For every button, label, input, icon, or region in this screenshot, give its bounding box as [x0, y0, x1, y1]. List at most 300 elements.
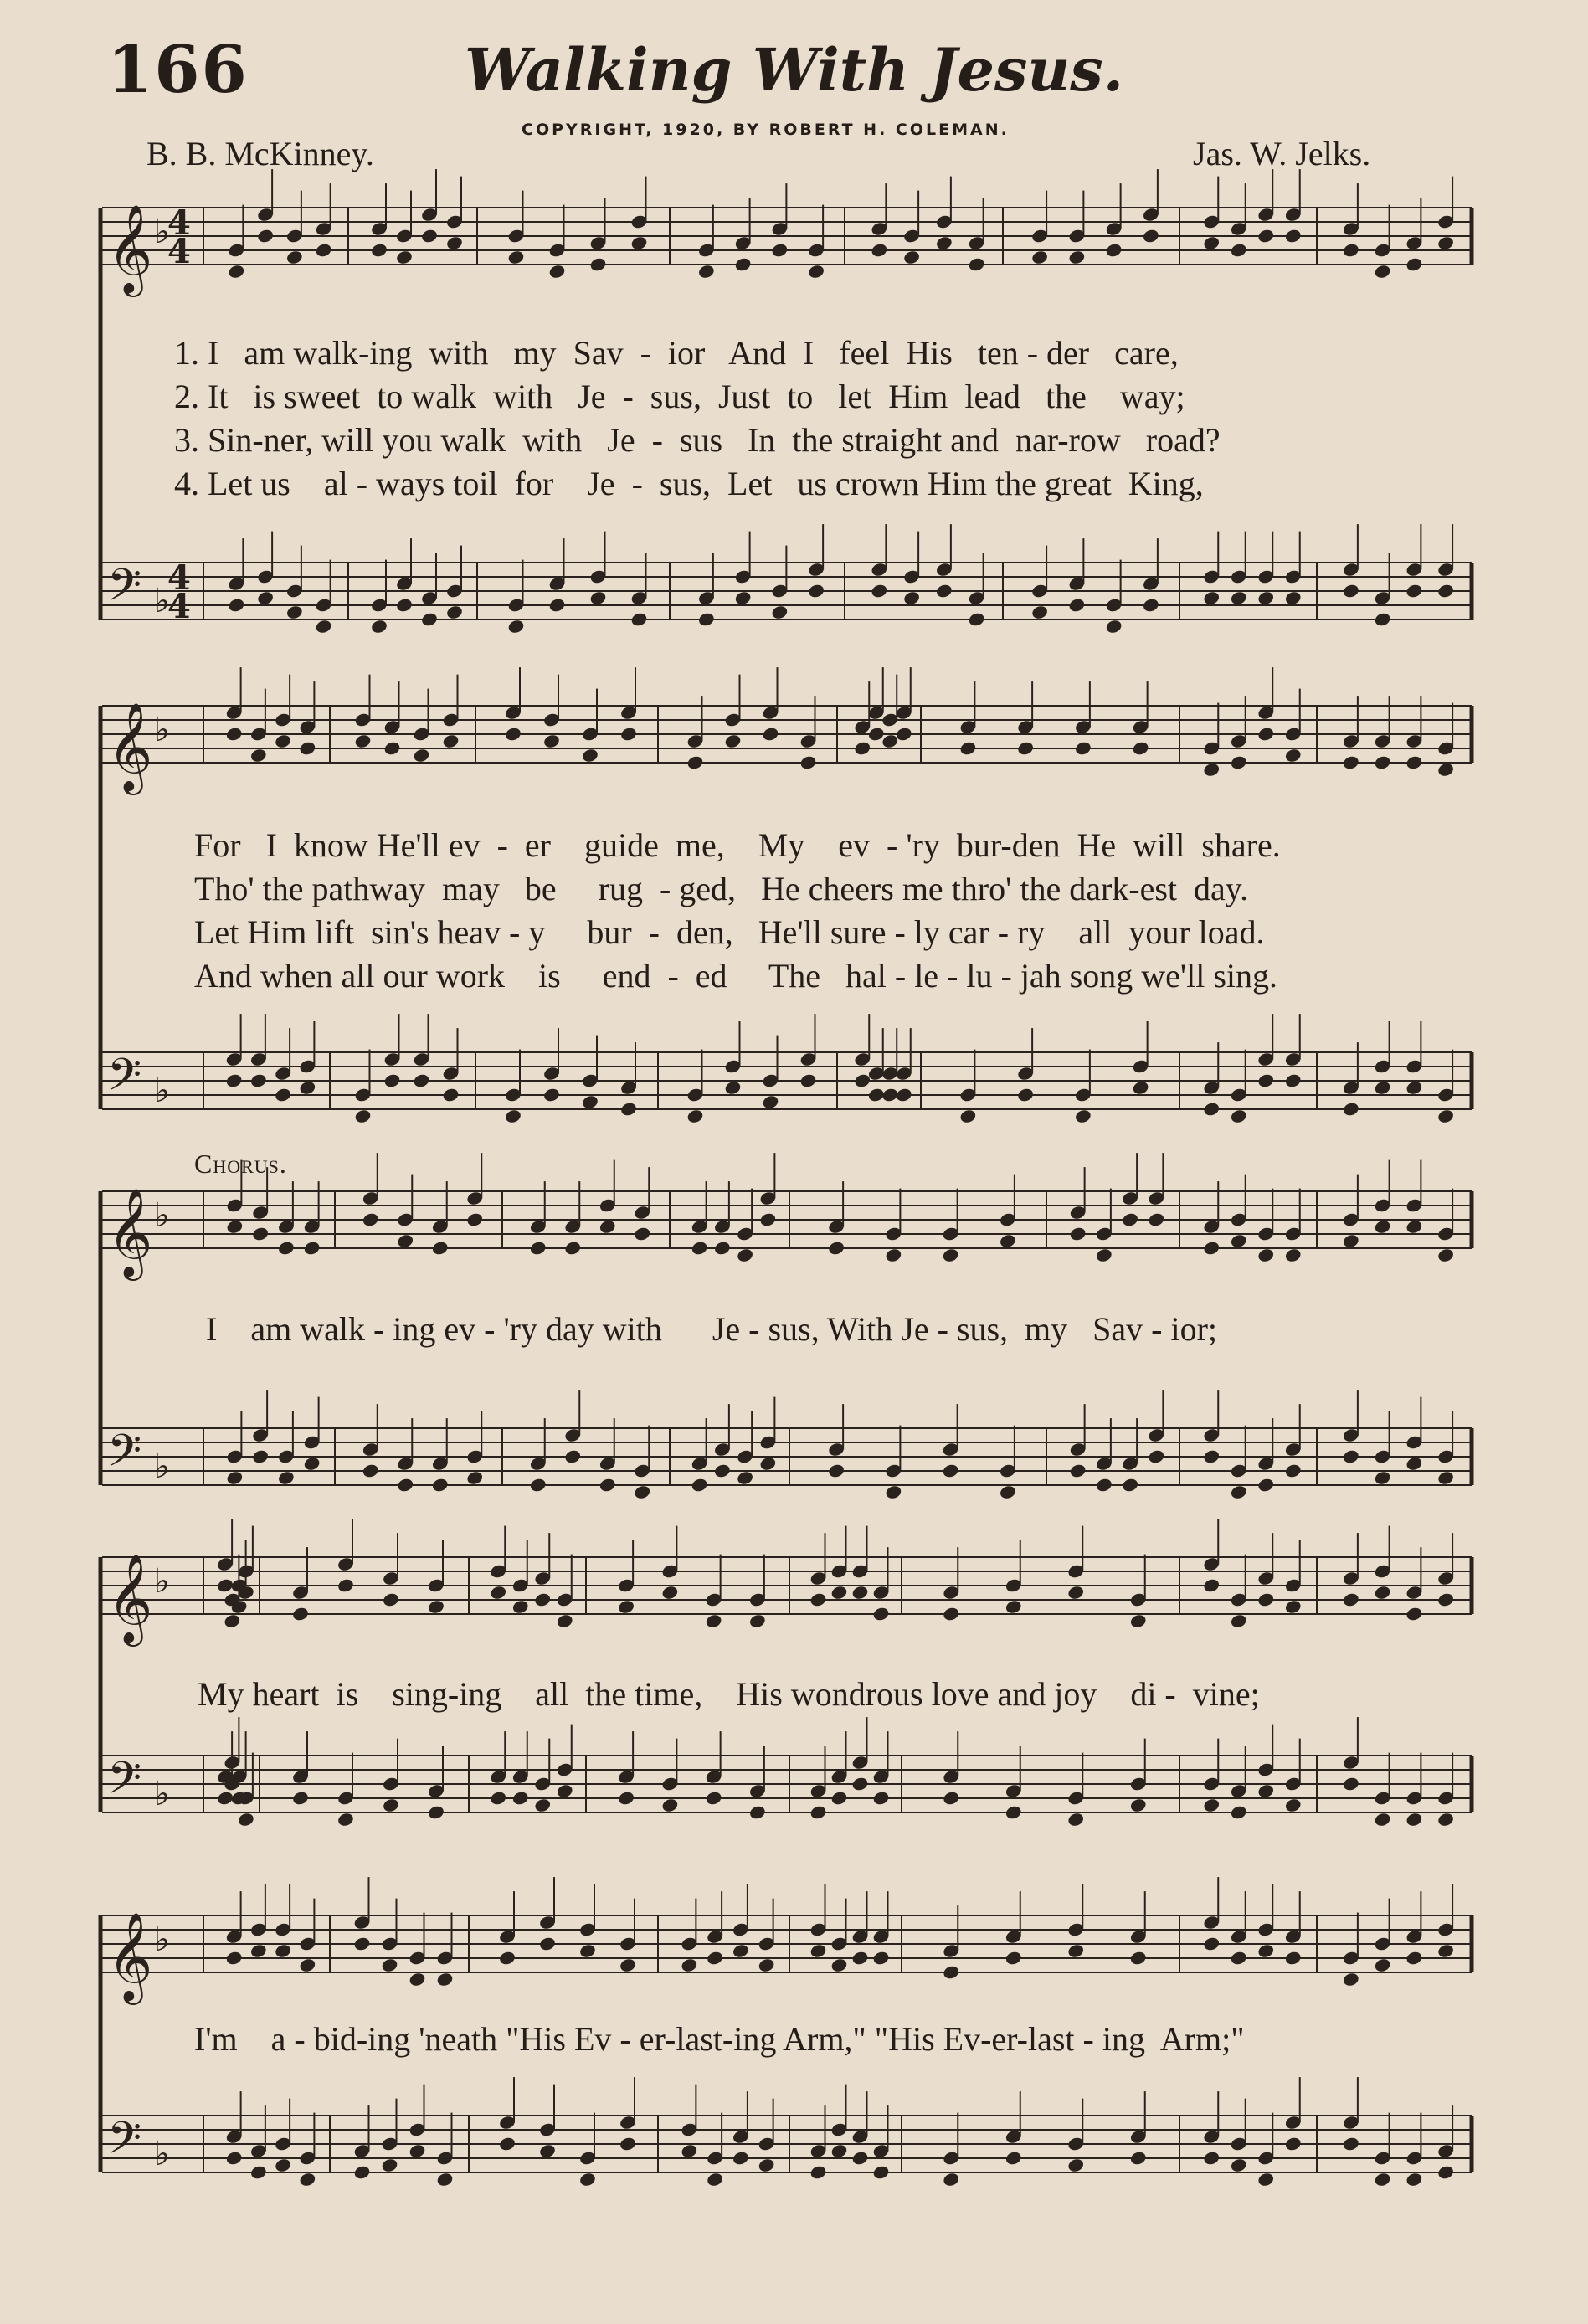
note-head: [225, 726, 244, 742]
note-head: [697, 264, 716, 280]
note-head: [556, 1613, 574, 1629]
chorus-line-3: I'm a - bid-ing 'neath "His Ev - er-last-ing Arm," "His Ev-er-last - ing Arm;": [194, 2020, 1245, 2058]
note-head: [630, 235, 649, 251]
note-head: [489, 1790, 507, 1806]
note-head: [1066, 1943, 1085, 1959]
note-head: [748, 1804, 767, 1820]
note-head: [362, 1463, 380, 1478]
verse-3-line-1: 3. Sin-ner, will you walk with Je - sus In the straight and nar-row road?: [174, 421, 1221, 459]
note-head: [1374, 2172, 1392, 2188]
note-head: [442, 1087, 460, 1103]
bass-clef-icon: 𝄢: [107, 1426, 142, 1488]
note-head: [1436, 2164, 1455, 2180]
note-head: [1030, 604, 1049, 620]
note-head: [226, 1470, 244, 1486]
note-head: [1142, 597, 1160, 613]
note-head: [542, 1087, 561, 1103]
note-head: [249, 2164, 268, 2180]
note-head: [1406, 1606, 1424, 1622]
note-head: [771, 604, 789, 620]
note-head: [303, 1456, 321, 1472]
verse-3-line-2: Let Him lift sin's heav - y bur - den, He'll sure - ly car - ry all your load.: [194, 913, 1265, 951]
copyright-notice: COPYRIGHT, 1920, BY ROBERT H. COLEMAN.: [522, 121, 1010, 139]
note-head: [1016, 1087, 1035, 1103]
note-head: [1230, 1950, 1248, 1966]
verse-2-line-1: 2. It is sweet to walk with Je - sus, Just to let Him lead the way;: [174, 378, 1185, 415]
note-head: [871, 242, 889, 258]
note-head: [285, 249, 304, 265]
note-head: [706, 1950, 724, 1966]
note-head: [1230, 590, 1248, 606]
note-head: [1406, 2172, 1424, 2188]
note-head: [420, 228, 439, 244]
note-head: [1284, 1599, 1303, 1615]
note-head: [661, 1797, 680, 1813]
composer-credit: Jas. W. Jelks.: [1193, 135, 1371, 172]
note-head: [1105, 619, 1123, 635]
time-signature-top: 4: [167, 203, 191, 243]
note-head: [713, 1463, 732, 1478]
note-head: [1230, 1804, 1248, 1820]
note-head: [942, 1606, 960, 1622]
note-head: [1257, 1591, 1275, 1607]
treble-clef-icon: 𝄞: [107, 702, 153, 791]
note-head: [1129, 2150, 1148, 2166]
note-head: [383, 1072, 402, 1088]
flat-icon: ♭: [154, 1775, 170, 1813]
note-head: [1257, 2172, 1275, 2188]
note-head: [1202, 1240, 1221, 1256]
note-head: [724, 733, 743, 749]
note-head: [619, 726, 638, 742]
note-head: [807, 264, 825, 280]
note-head: [1436, 1943, 1455, 1959]
note-head: [427, 1599, 445, 1615]
note-head: [1230, 754, 1248, 770]
note-head: [498, 2136, 516, 2152]
note-head: [661, 1585, 680, 1601]
chorus-line-2: My heart is sing-ing all the time, His wondrous love and joy di - vine;: [198, 1675, 1260, 1713]
note-head: [771, 242, 789, 258]
note-head: [353, 1936, 372, 1951]
note-head: [395, 249, 414, 265]
note-head: [382, 1591, 400, 1607]
note-head: [548, 597, 567, 613]
note-head: [809, 1591, 828, 1607]
note-head: [1284, 1950, 1303, 1966]
note-head: [942, 1790, 960, 1806]
bass-clef-icon: 𝄢: [107, 1753, 142, 1815]
note-head: [1406, 754, 1424, 770]
note-head: [1374, 754, 1392, 770]
note-head: [1436, 1247, 1455, 1263]
note-head: [1436, 1812, 1455, 1828]
note-head: [827, 1240, 845, 1256]
verse-1-line-1: 1. I am walk-ing with my Sav - ior And I feel His ten - der care,: [174, 334, 1179, 372]
note-head: [251, 1226, 270, 1242]
note-head: [809, 2164, 828, 2180]
lyricist-credit: B. B. McKinney.: [146, 135, 374, 172]
note-head: [959, 740, 978, 756]
note-head: [867, 726, 886, 742]
note-head: [445, 604, 464, 620]
note-head: [853, 740, 871, 756]
note-head: [1121, 1477, 1139, 1493]
note-head: [799, 754, 818, 770]
note-head: [303, 1240, 321, 1256]
note-head: [395, 597, 414, 613]
note-head: [299, 2172, 317, 2188]
flat-icon: ♭: [154, 2135, 170, 2173]
note-head: [867, 1087, 886, 1103]
note-head: [533, 1591, 552, 1607]
note-head: [578, 1943, 597, 1959]
note-head: [1284, 2136, 1303, 2152]
note-head: [1436, 1470, 1455, 1486]
note-head: [1202, 590, 1221, 606]
note-head: [1342, 583, 1360, 599]
note-head: [1374, 1080, 1392, 1096]
note-head: [1202, 1448, 1221, 1464]
note-head: [902, 249, 921, 265]
note-head: [396, 1477, 414, 1493]
note-head: [1406, 1080, 1424, 1096]
note-head: [542, 733, 561, 749]
note-head: [1129, 1950, 1148, 1966]
note-head: [285, 604, 304, 620]
note-head: [578, 2172, 597, 2188]
note-head: [420, 611, 439, 627]
note-head: [1406, 583, 1424, 599]
note-head: [1257, 590, 1275, 606]
chorus-label: Chorus.: [194, 1149, 287, 1179]
note-head: [885, 1247, 903, 1263]
note-head: [504, 726, 522, 742]
flat-icon: ♭: [154, 213, 170, 251]
note-head: [581, 1094, 599, 1110]
note-head: [431, 1477, 450, 1493]
note-head: [511, 1599, 530, 1615]
note-head: [1066, 2157, 1085, 2173]
note-head: [1095, 1477, 1113, 1493]
note-head: [427, 1804, 445, 1820]
note-head: [225, 1072, 244, 1088]
note-head: [1374, 1957, 1392, 1973]
note-head: [881, 1087, 899, 1103]
note-head: [1230, 1233, 1248, 1249]
note-head: [431, 1240, 450, 1256]
note-head: [354, 1108, 373, 1124]
note-head: [1406, 1812, 1424, 1828]
note-head: [1257, 1943, 1275, 1959]
note-head: [507, 249, 526, 265]
note-head: [799, 1072, 818, 1088]
note-head: [581, 748, 599, 764]
note-head: [713, 1240, 732, 1256]
note-head: [881, 733, 899, 749]
note-head: [736, 1470, 754, 1486]
note-head: [599, 1477, 617, 1493]
note-head: [1202, 235, 1221, 251]
note-head: [872, 1790, 891, 1806]
note-head: [315, 242, 333, 258]
note-head: [705, 1790, 723, 1806]
note-head: [619, 2136, 637, 2152]
note-head: [274, 733, 292, 749]
note-head: [291, 1790, 310, 1806]
flat-icon: ♭: [154, 1196, 170, 1235]
note-head: [1066, 1812, 1085, 1828]
note-head: [619, 1957, 637, 1973]
note-head: [851, 1585, 870, 1601]
note-head: [686, 754, 705, 770]
note-head: [1374, 264, 1392, 280]
note-head: [249, 1943, 268, 1959]
note-head: [489, 1585, 507, 1601]
note-head: [1016, 740, 1035, 756]
note-head: [758, 1957, 776, 1973]
note-head: [1257, 1783, 1275, 1799]
note-head: [228, 264, 246, 280]
note-head: [706, 2172, 724, 2188]
note-head: [381, 2157, 399, 2173]
note-head: [1284, 590, 1303, 606]
note-head: [1105, 242, 1123, 258]
note-head: [734, 256, 753, 272]
flat-icon: ♭: [154, 1447, 170, 1486]
note-head: [1074, 1108, 1092, 1124]
note-head: [382, 1797, 400, 1813]
note-head: [999, 1233, 1017, 1249]
note-head: [732, 1943, 750, 1959]
note-head: [381, 1957, 399, 1973]
note-head: [1342, 1972, 1360, 1987]
note-head: [1069, 1463, 1087, 1478]
verse-4-line-2: And when all our work is end - ed The hal - le - lu - jah song we'll sing.: [194, 957, 1278, 995]
note-head: [1374, 1585, 1392, 1601]
note-head: [633, 1226, 651, 1242]
note-head: [396, 1233, 414, 1249]
note-head: [748, 1613, 767, 1629]
note-head: [942, 1247, 960, 1263]
note-head: [1374, 1470, 1392, 1486]
note-head: [1230, 1108, 1248, 1124]
bass-clef-icon: 𝄢: [107, 1050, 142, 1112]
note-head: [762, 726, 780, 742]
note-head: [705, 1613, 723, 1629]
note-head: [225, 1950, 244, 1966]
note-head: [337, 1577, 355, 1593]
note-head: [734, 590, 753, 606]
note-head: [807, 583, 825, 599]
note-head: [732, 2150, 750, 2166]
note-head: [681, 2143, 699, 2159]
note-head: [895, 1087, 913, 1103]
note-head: [445, 235, 464, 251]
note-head: [619, 1101, 638, 1117]
hymn-number: 166: [107, 32, 249, 108]
note-head: [315, 619, 333, 635]
bass-clef-icon: 𝄢: [107, 560, 142, 622]
note-head: [1257, 228, 1275, 244]
note-head: [1342, 2136, 1360, 2152]
note-head: [942, 2172, 960, 2188]
note-head: [617, 1599, 635, 1615]
note-head: [968, 611, 986, 627]
note-head: [1374, 1219, 1392, 1235]
note-head: [872, 1950, 891, 1966]
note-head: [370, 242, 388, 258]
note-head: [256, 228, 275, 244]
bass-clef-icon: 𝄢: [107, 2113, 142, 2175]
note-head: [1132, 740, 1150, 756]
note-head: [1202, 1797, 1221, 1813]
note-head: [529, 1240, 547, 1256]
note-head: [1342, 1448, 1360, 1464]
note-head: [1230, 242, 1248, 258]
note-head: [1202, 762, 1221, 778]
note-head: [617, 1790, 635, 1806]
note-head: [216, 1577, 234, 1593]
note-head: [697, 611, 716, 627]
note-head: [442, 733, 460, 749]
note-head: [299, 1080, 317, 1096]
note-head: [237, 1812, 255, 1828]
note-head: [599, 1219, 617, 1235]
note-head: [1284, 228, 1303, 244]
note-head: [1095, 1247, 1113, 1263]
note-head: [1132, 1080, 1150, 1096]
note-head: [759, 1456, 778, 1472]
note-head: [256, 590, 275, 606]
note-head: [1005, 2150, 1023, 2166]
note-head: [533, 1797, 552, 1813]
note-head: [1257, 1477, 1275, 1493]
note-head: [809, 1804, 828, 1820]
note-head: [999, 1484, 1017, 1500]
time-signature-top: 4: [167, 558, 191, 598]
note-head: [224, 1613, 242, 1629]
note-head: [299, 740, 317, 756]
treble-clef-icon: 𝄞: [107, 1187, 153, 1277]
note-head: [225, 2150, 244, 2166]
note-head: [1129, 1613, 1148, 1629]
note-head: [830, 1957, 849, 1973]
note-head: [885, 1484, 903, 1500]
note-head: [1005, 1804, 1023, 1820]
note-head: [1005, 1599, 1023, 1615]
note-head: [362, 1211, 380, 1227]
flat-icon: ♭: [154, 711, 170, 749]
note-head: [1284, 1797, 1303, 1813]
note-head: [681, 1957, 699, 1973]
note-head: [1148, 1211, 1166, 1227]
note-head: [633, 1484, 651, 1500]
note-head: [968, 256, 986, 272]
note-head: [511, 1790, 530, 1806]
note-head: [851, 1950, 870, 1966]
note-head: [1202, 1101, 1221, 1117]
note-head: [274, 1087, 292, 1103]
note-head: [228, 597, 246, 613]
note-head: [556, 1783, 574, 1799]
note-head: [1342, 1591, 1360, 1607]
note-head: [251, 1448, 270, 1464]
note-head: [1342, 1233, 1360, 1249]
note-head: [370, 619, 388, 635]
note-head: [942, 1463, 960, 1478]
flat-icon: ♭: [154, 1072, 170, 1110]
note-head: [1074, 740, 1092, 756]
note-head: [563, 1448, 582, 1464]
note-head: [1284, 1463, 1303, 1478]
note-head: [809, 1943, 828, 1959]
note-head: [872, 2164, 891, 2180]
note-head: [758, 2157, 776, 2173]
note-head: [959, 1108, 978, 1124]
note-head: [1406, 1456, 1424, 1472]
note-head: [249, 1072, 268, 1088]
note-head: [853, 1072, 871, 1088]
note-head: [538, 2143, 557, 2159]
note-head: [249, 748, 268, 764]
note-head: [895, 726, 913, 742]
note-head: [1230, 1613, 1248, 1629]
note-head: [935, 583, 953, 599]
note-head: [1068, 249, 1087, 265]
note-head: [1342, 1776, 1360, 1792]
note-head: [507, 619, 526, 635]
note-head: [1342, 242, 1360, 258]
note-head: [1406, 1219, 1424, 1235]
note-head: [1257, 1072, 1275, 1088]
note-head: [589, 256, 608, 272]
note-head: [1005, 1950, 1023, 1966]
note-head: [353, 2164, 372, 2180]
chorus-line-1: I am walk - ing ev - 'ry day with Je - sus, With Je - sus, my Sav - ior;: [206, 1310, 1218, 1348]
note-head: [1257, 1247, 1275, 1263]
note-head: [465, 1470, 484, 1486]
note-head: [1406, 256, 1424, 272]
note-head: [1284, 748, 1303, 764]
note-head: [277, 1240, 296, 1256]
note-head: [759, 1211, 778, 1227]
note-head: [1374, 611, 1392, 627]
note-head: [1342, 754, 1360, 770]
note-head: [942, 1964, 960, 1980]
note-head: [1436, 1591, 1455, 1607]
note-head: [736, 1247, 754, 1263]
note-head: [1121, 1211, 1139, 1227]
note-head: [563, 1240, 582, 1256]
note-head: [337, 1812, 355, 1828]
note-head: [686, 1108, 705, 1124]
note-head: [413, 748, 431, 764]
note-head: [902, 590, 921, 606]
note-head: [354, 733, 373, 749]
note-head: [691, 1240, 709, 1256]
note-head: [1342, 1101, 1360, 1117]
note-head: [935, 235, 953, 251]
note-head: [851, 2150, 870, 2166]
note-head: [291, 1606, 310, 1622]
note-head: [589, 590, 608, 606]
note-head: [1436, 235, 1455, 251]
verse-1-line-2: For I know He'll ev - er guide me, My ev - 'ry bur-den He will share.: [194, 826, 1281, 864]
note-head: [724, 1080, 743, 1096]
note-head: [1284, 1072, 1303, 1088]
note-head: [830, 1585, 849, 1601]
